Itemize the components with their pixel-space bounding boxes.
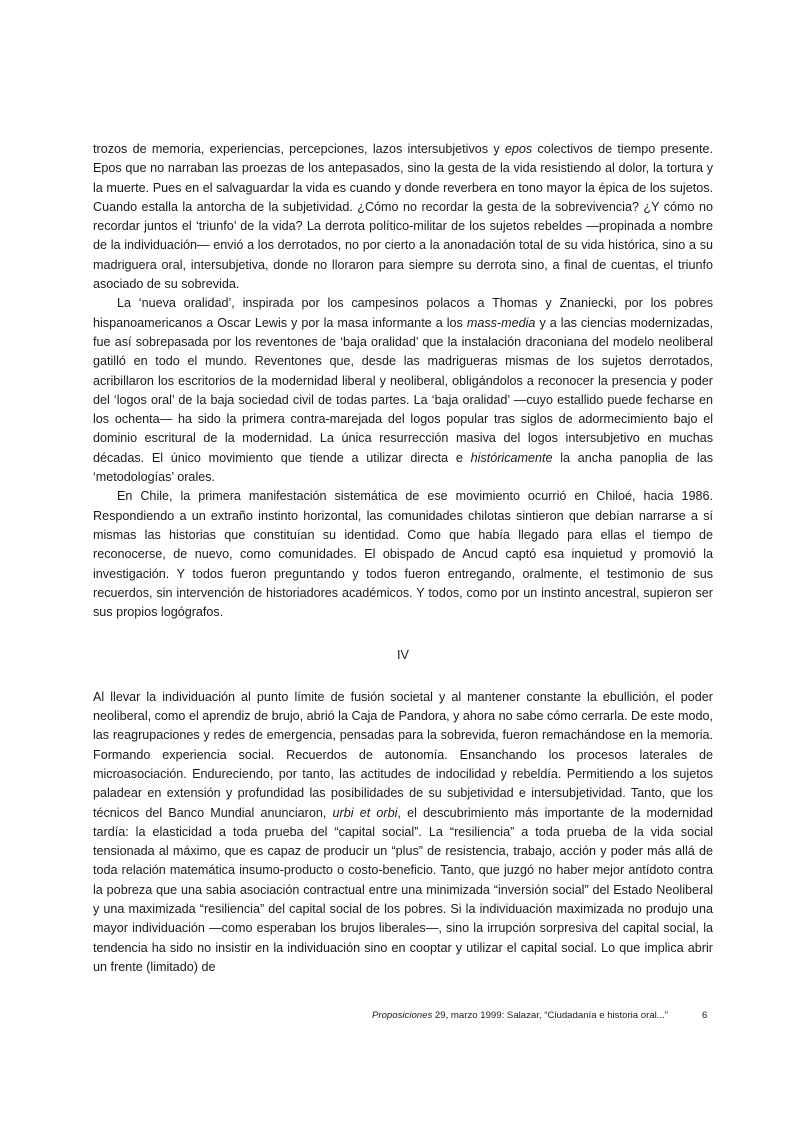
- paragraph-3: [93, 487, 713, 622]
- italic-run: mass-media: [466, 315, 536, 330]
- footer-journal: Proposiciones: [372, 1010, 433, 1021]
- paragraph-2: [93, 294, 713, 487]
- text-run: y a las ciencias modernizadas, fue así sobrepasada por los reventones de ‘baja oralidad’ que la instalación draconiana del modelo neoliberal gatilló en todo el mundo. Reventones que, desde las madrigueras mismas de los sujetos derrotados, acribillaron los escritorios de la modernidad liberal y neoliberal, obligándolos a reconocer la presencia y poder del ‘logos oral’ de la baja sociedad civil de todas partes. La ‘baja oralidad’ —cuyo estallido puede fecharse en los ochenta— ha sido la primera contra-marejada del logos popular tras siglos de adormecimiento bajo el dominio escritural de la modernidad. La única resurrección masiva del logos intersubjetivo en muchas décadas. El único movimiento que tiende a utilizar directa e: [93, 315, 713, 465]
- page-footer: [372, 1009, 712, 1023]
- footer-citation: 29, marzo 1999: Salazar, “Ciudadanía e historia oral...”: [432, 1010, 668, 1021]
- text-run: En Chile, la primera manifestación sistemática de ese movimiento ocurrió en Chiloé, hacia 1986. Respondiendo a un extraño instinto horizontal, las comunidades chilotas sintieron que debían narrarse a sí mismas las historias que constituían su identidad. Como que había llegado para ellas el tiempo de reconocerse, de nuevo, como comunidades. El obispado de Ancud captó esa inquietud y promovió la investigación. Y todos fueron preguntando y todos fueron entregando, oralmente, el testimonio de sus recuerdos, sin intervención de historiadores académicos. Y todos, como por un instinto ancestral, supieron ser sus propios logógrafos.: [93, 489, 713, 620]
- page-number: 6: [702, 1010, 708, 1021]
- text-run: colectivos de tiempo presente. Epos que no narraban las proezas de los antepasados, sino la gesta de la vida resistiendo al dolor, la tortura y la muerte. Pues en el salvaguardar la vida es cuando y donde reverbera en tono mayor la épica de los sujetos. Cuando estalla la antorcha de la subjetividad. ¿Cómo no recordar la gesta de la sobrevivencia? ¿Y cómo no recordar juntos el ‘triunfo’ de la vida? La derrota político-militar de los sujetos rebeldes —propinada a nombre de la individuación— envió a los derrotados, no por cierto a la anonadación total de su vida histórica, sino a su madriguera oral, intersubjetiva, donde no lloraron para siempre su derrota sino, a final de cuentas, el triunfo asociado de su sobrevida.: [93, 142, 714, 292]
- document-body: [93, 140, 713, 977]
- text-run: la ancha panoplia de las ‘metodologías’ orales.: [93, 450, 713, 485]
- text-run: Al llevar la individuación al punto límite de fusión societal y al mantener constante la ebullición, el poder neoliberal, como el aprendiz de brujo, abrió la Caja de Pandora, y ahora no sabe cómo cerrarla. De este modo, las reagrupaciones y redes de emergencia, pensadas para la sobrevida, fueron remachándose en la memoria. Formando experiencia social. Recuerdos de autonomía. Ensanchando los procesos laterales de microasociación. Endureciendo, por tanto, las actitudes de indocilidad y rebeldía. Permitiendo a los sujetos paladear en extensión y profundidad las posibilidades de su subjetividad e intersubjetividad. Tanto, que los técnicos del Banco Mundial anunciaron,: [93, 689, 713, 820]
- italic-run: epos: [504, 142, 533, 156]
- italic-run: históricamente: [470, 450, 553, 465]
- text-run: trozos de memoria, experiencias, percepciones, lazos intersubjetivos y: [93, 142, 505, 156]
- paragraph-4: [93, 688, 713, 977]
- italic-run: urbi et orbi: [332, 805, 398, 820]
- text-run: La ‘nueva oralidad’, inspirada por los campesinos polacos a Thomas y Znaniecki, por los pobres hispanoamericanos a Oscar Lewis y por la masa informante a los: [93, 296, 713, 330]
- text-run: , el descubrimiento más importante de la modernidad tardía: la elasticidad a toda prueba del “capital social”. La “resiliencia” a toda prueba de la vida social tensionada al máximo, que es capaz de producir un “plus” de resistencia, trabajo, acción y poder más allá de toda relación matemática insumo-producto o costo-beneficio. Tanto, que juzgó no haber mejor antídoto contra la pobreza que una sabia asociación contractual entre una minimizada “inversión social” del Estado Neoliberal y una maximizada “resiliencia” del capital social de los pobres. Si la individuación maximizada no produjo una mayor individuación —como esperaban los brujos liberales—, sino la irrupción sorpresiva del capital social, la tendencia ha sido no insistir en la individuación sino en cooptar y utilizar el capital social. Lo que implica abrir un frente (limitado) de: [93, 805, 713, 974]
- paragraph-1: [93, 140, 713, 294]
- section-heading: IV: [397, 648, 409, 663]
